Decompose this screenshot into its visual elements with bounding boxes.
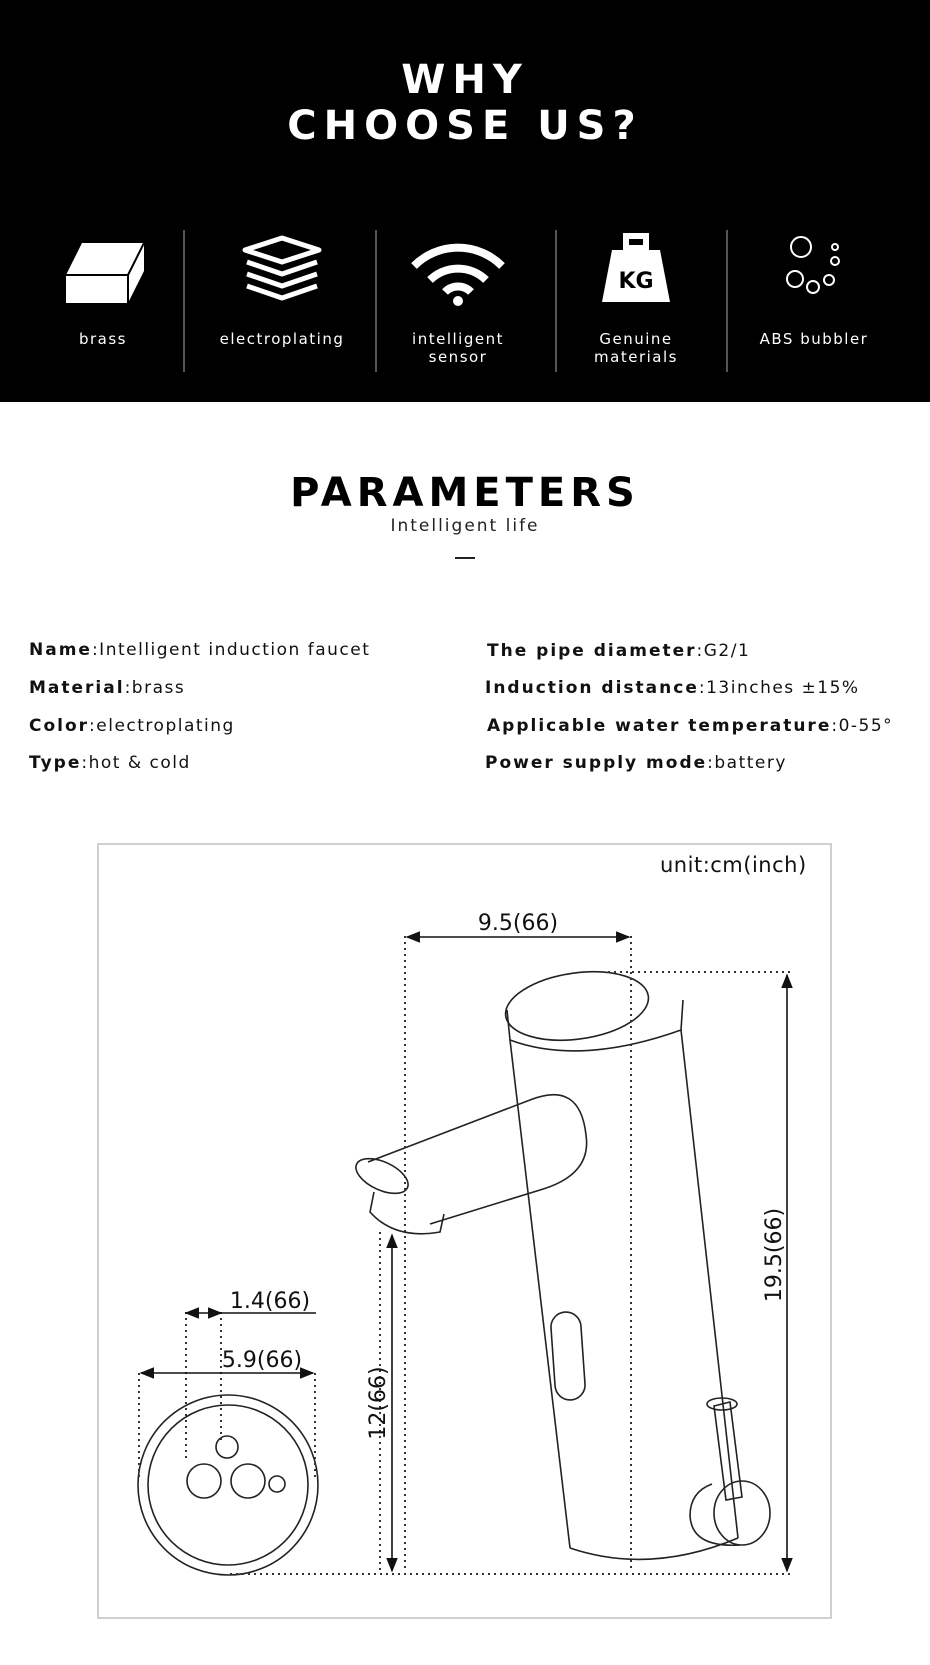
spec-value: :Intelligent induction faucet bbox=[91, 640, 371, 660]
spec-key: Applicable water temperature bbox=[487, 716, 832, 736]
feature-label-line2: materials bbox=[594, 348, 678, 366]
dim-label-width: 9.5(66) bbox=[477, 911, 559, 936]
dim-label-height: 19.5(66) bbox=[762, 1207, 787, 1303]
spec-value: :G2/1 bbox=[696, 641, 751, 661]
spec-key: Power supply mode bbox=[485, 753, 708, 773]
spec-value: :battery bbox=[707, 753, 787, 773]
spec-value: :0-55° bbox=[831, 716, 894, 736]
spec-key: The pipe diameter bbox=[487, 641, 697, 661]
spec-key: Type bbox=[29, 753, 82, 773]
feature-label-line1: intelligent bbox=[412, 330, 504, 348]
dim-label-base-diameter: 5.9(66) bbox=[221, 1348, 303, 1373]
feature-label: ABS bubbler bbox=[759, 330, 869, 348]
spec-value: :electroplating bbox=[89, 716, 235, 736]
spec-key: Induction distance bbox=[485, 678, 699, 698]
spec-value: :brass bbox=[124, 678, 186, 698]
parameters-subtitle: Intelligent life bbox=[390, 516, 540, 536]
banner-title-line1: WHY bbox=[401, 57, 529, 103]
unit-label: unit:cm(inch) bbox=[660, 853, 807, 877]
spec-key: Color bbox=[29, 716, 90, 736]
feature-label-line2: sensor bbox=[428, 348, 488, 366]
parameters-title: PARAMETERS bbox=[290, 470, 640, 516]
spec-key: Material bbox=[29, 678, 125, 698]
feature-label: electroplating bbox=[219, 330, 345, 348]
dim-label-hole-spacing: 1.4(66) bbox=[229, 1289, 311, 1314]
spec-value: :13inches ±15% bbox=[698, 678, 860, 698]
faucet-outline bbox=[351, 963, 770, 1559]
spec-key: Name bbox=[29, 640, 92, 660]
kg-text: KG bbox=[618, 269, 654, 294]
dimension-lines bbox=[141, 937, 787, 1571]
banner-title-line2: CHOOSE US? bbox=[287, 103, 643, 149]
extension-lines bbox=[139, 936, 790, 1574]
feature-label: brass bbox=[78, 330, 127, 348]
feature-label-line1: Genuine bbox=[599, 330, 673, 348]
base-top-view bbox=[138, 1395, 318, 1575]
dim-label-spout-height: 12(66) bbox=[366, 1366, 391, 1440]
spec-value: :hot & cold bbox=[81, 753, 191, 773]
